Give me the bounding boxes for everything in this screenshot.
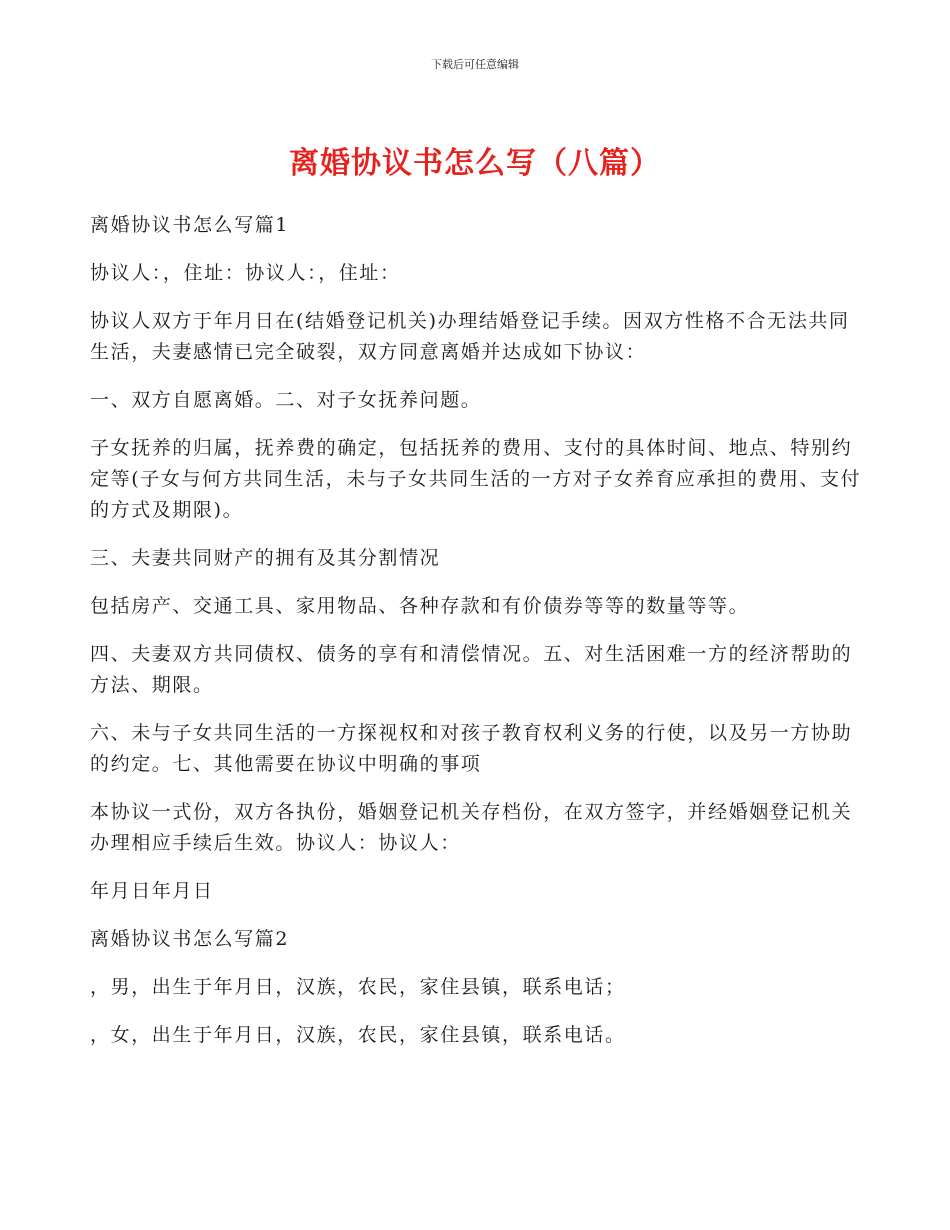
- document-title: 离婚协议书怎么写（八篇）: [289, 146, 661, 181]
- header-note: 下载后可任意编辑: [431, 58, 519, 71]
- clause-1-2: 一、双方自愿离婚。二、对子女抚养问题。: [90, 389, 482, 411]
- clause-4-5: 四、夫妻双方共同债权、债务的享有和清偿情况。五、对生活困难一方的经济帮助的方法、期限。: [90, 643, 853, 696]
- effectiveness-paragraph: 本协议一式份，双方各执份，婚姻登记机关存档份，在双方签字，并经婚姻登记机关办理相应手续后生效。协议人：协议人：: [90, 801, 853, 854]
- section-heading-1: 离婚协议书怎么写篇1: [90, 214, 290, 236]
- child-custody-paragraph: 子女抚养的归属，抚养费的确定，包括抚养的费用、支付的具体时间、地点、特别约定等(子女与何方共同生活，未与子女共同生活的一方对子女养育应承担的费用、支付的方式及期限)。: [90, 437, 862, 521]
- section-heading-2: 离婚协议书怎么写篇2: [90, 928, 290, 950]
- document-body: [90, 210, 865, 1068]
- date-line: 年月日年月日: [90, 880, 214, 902]
- clause-6-7: 六、未与子女共同生活的一方探视权和对孩子教育权利义务的行使，以及另一方协助的约定。七、其他需要在协议中明确的事项: [90, 722, 853, 775]
- parties-line: 协议人：，住址：协议人：，住址：: [90, 262, 401, 284]
- party-female-line: ，女，出生于年月日，汉族，农民，家住县镇，联系电话。: [90, 1024, 626, 1046]
- property-paragraph: 包括房产、交通工具、家用物品、各种存款和有价债券等等的数量等等。: [90, 595, 750, 617]
- agreement-intro: 协议人双方于年月日在(结婚登记机关)办理结婚登记手续。因双方性格不合无法共同生活，夫妻感情已完全破裂，双方同意离婚并达成如下协议：: [90, 310, 850, 363]
- clause-3: 三、夫妻共同财产的拥有及其分割情况: [90, 547, 441, 569]
- party-male-line: ，男，出生于年月日，汉族，农民，家住县镇，联系电话；: [90, 976, 626, 998]
